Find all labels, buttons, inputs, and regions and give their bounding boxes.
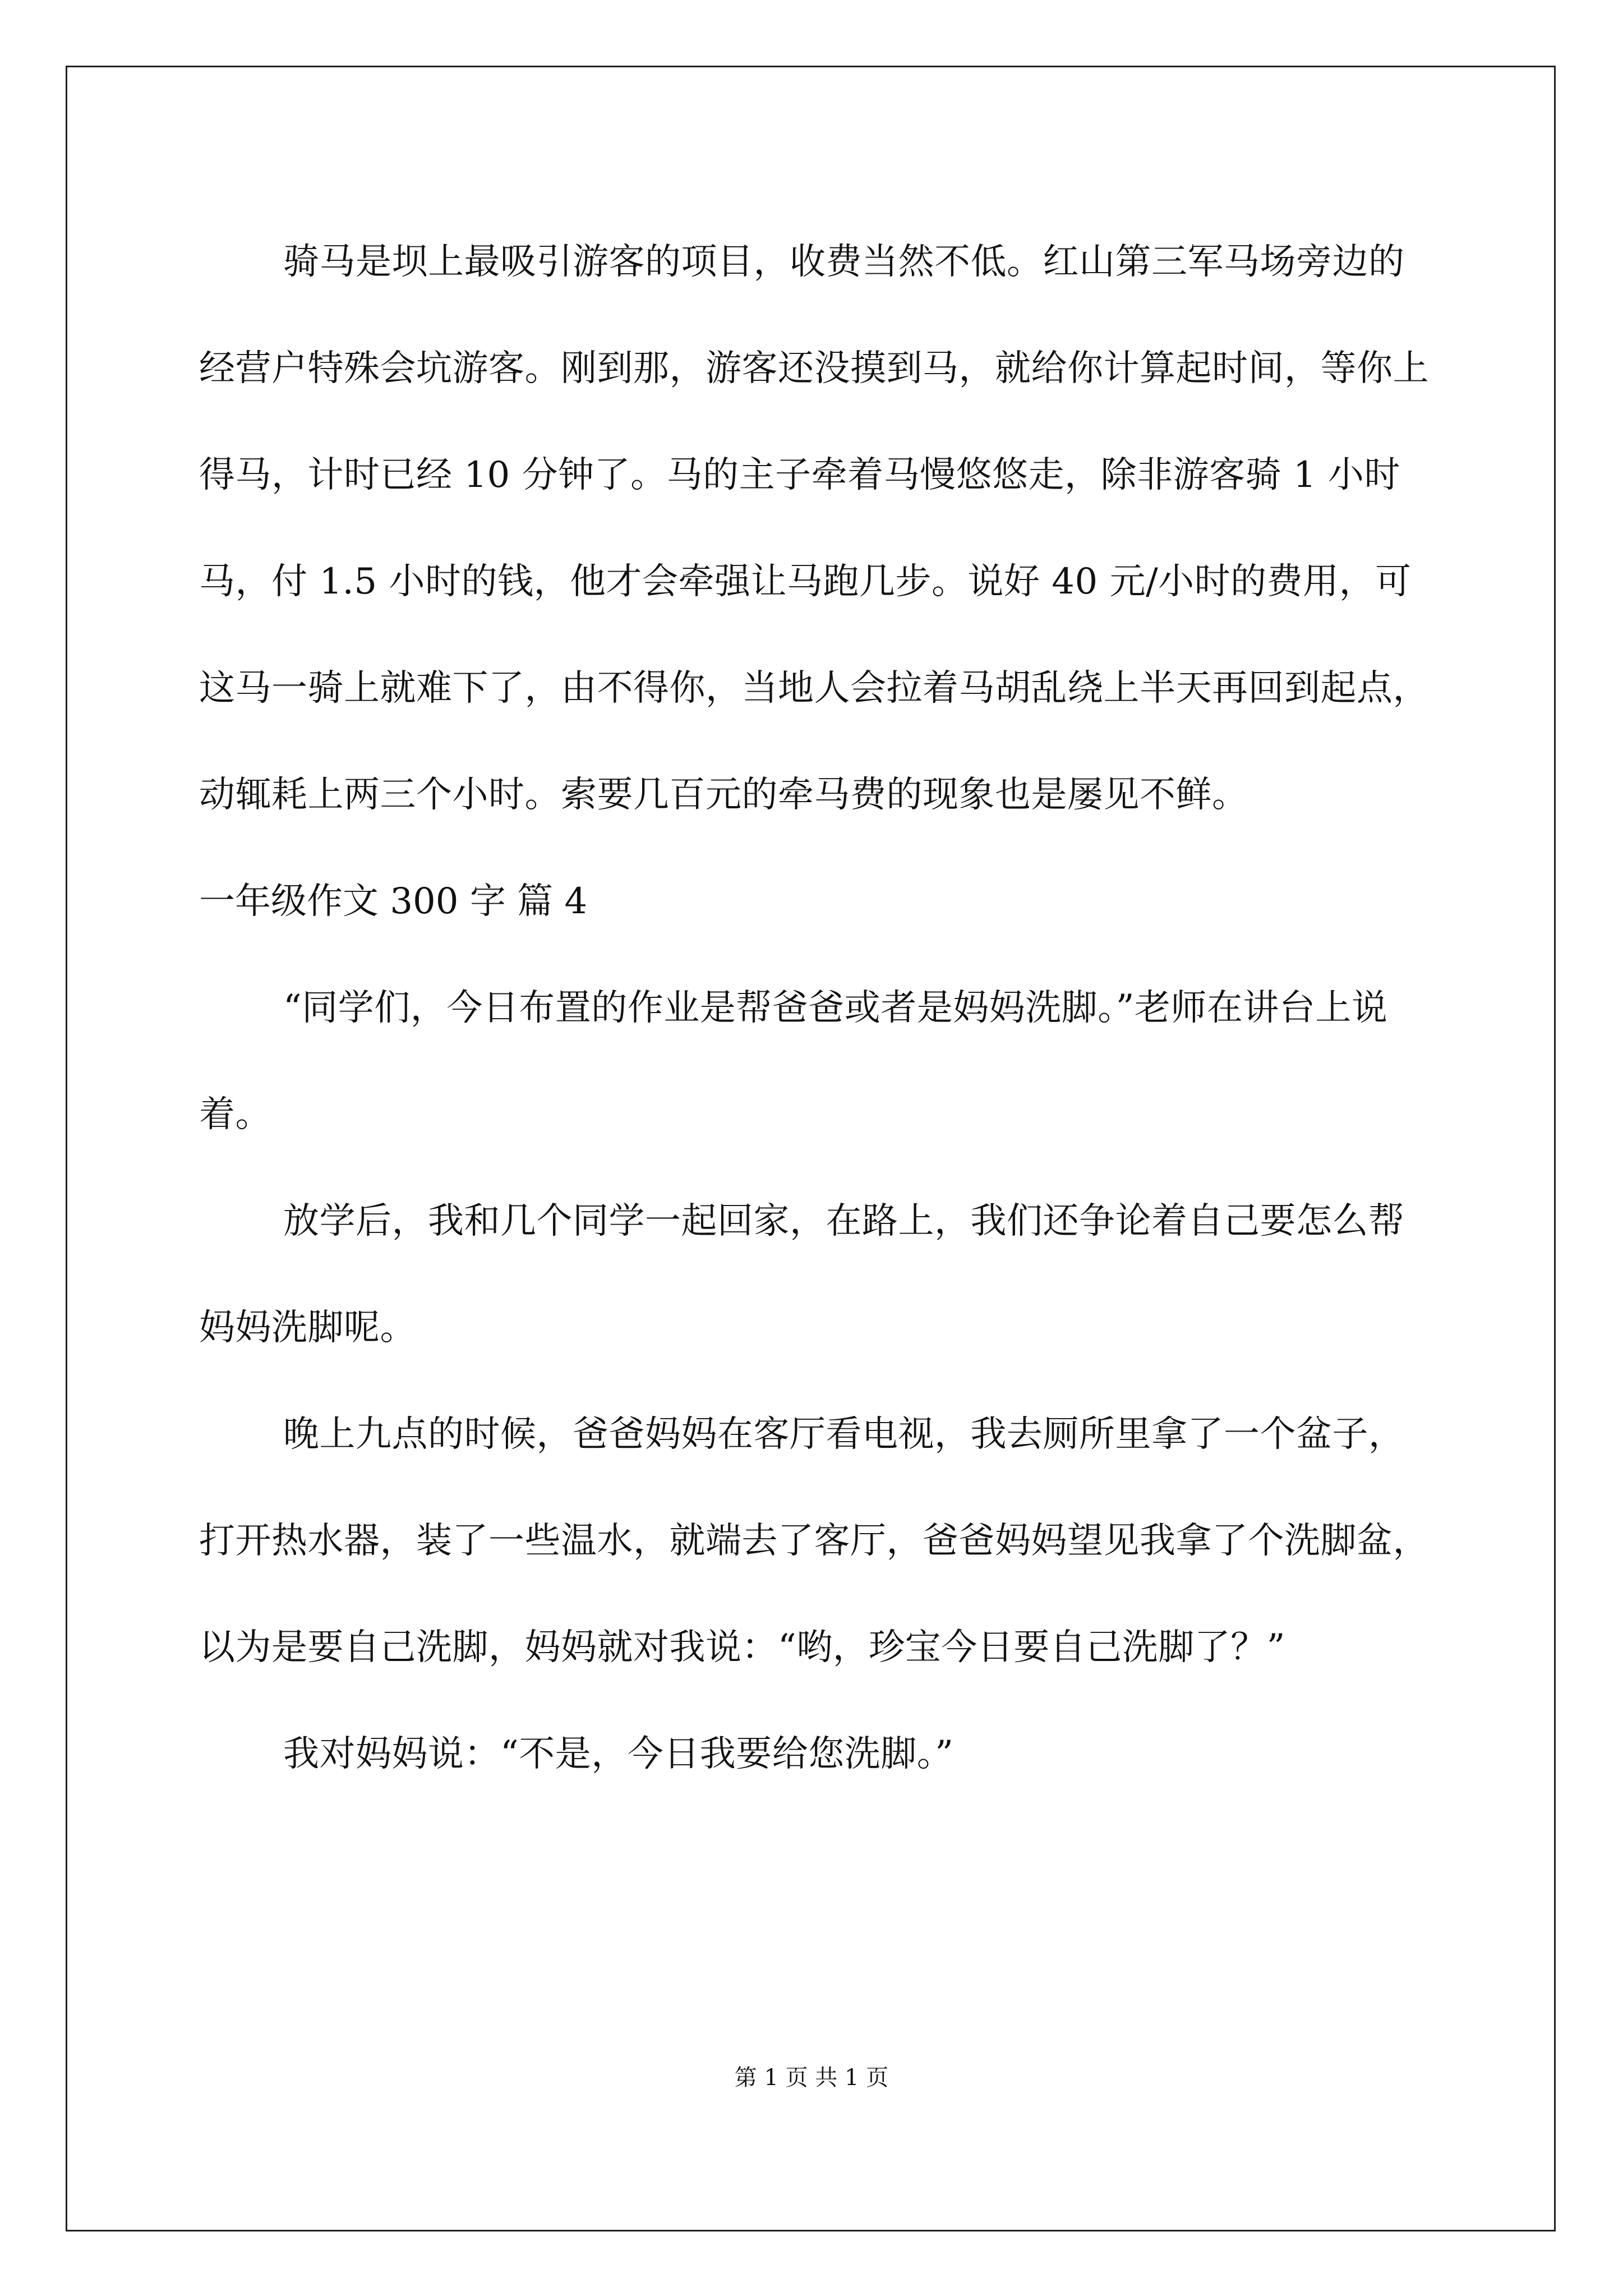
paragraph-horse-riding: 骑马是坝上最吸引游客的项目，收费当然不低。红山第三军马场旁边的经营户特殊会坑游客。刚到那，游客还没摸到马，就给你计算起时间，等你上得马，计时已经 10 分钟了。马的主子牵着马慢悠悠走，除非游客骑 1 小时马，付 1.5 小时的钱，他才会牵强让马跑几步。说好 40 元/小时的费用，可这马一骑上就难下了，由不得你，当地人会拉着马胡乱绕上半天再回到起点，动辄耗上两三个小时。索要几百元的牵马费的现象也是屡见不鲜。 [199, 241, 1429, 816]
paragraph: 放学后，我和几个同学一起回家，在路上，我们还争论着自己要怎么帮妈妈洗脚呢。 [199, 1200, 1405, 1349]
page-number-footer: 第 1 页 共 1 页 [734, 2065, 889, 2091]
paragraph: “同学们，今日布置的作业是帮爸爸或者是妈妈洗脚。”老师在讲台上说着。 [199, 987, 1388, 1135]
paragraph: 我对妈妈说：“不是，今日我要给您洗脚。” [283, 1733, 954, 1775]
section-heading: 一年级作文 300 字 篇 4 [199, 881, 588, 922]
paragraph: 晚上九点的时候，爸爸妈妈在客厅看电视，我去厕所里拿了一个盆子，打开热水器，装了一些温水，就端去了客厅，爸爸妈妈望见我拿了个洗脚盆，以为是要自己洗脚，妈妈就对我说：“哟，珍宝今日要自己洗脚了？” [199, 1414, 1429, 1668]
document-body [199, 209, 1433, 1807]
